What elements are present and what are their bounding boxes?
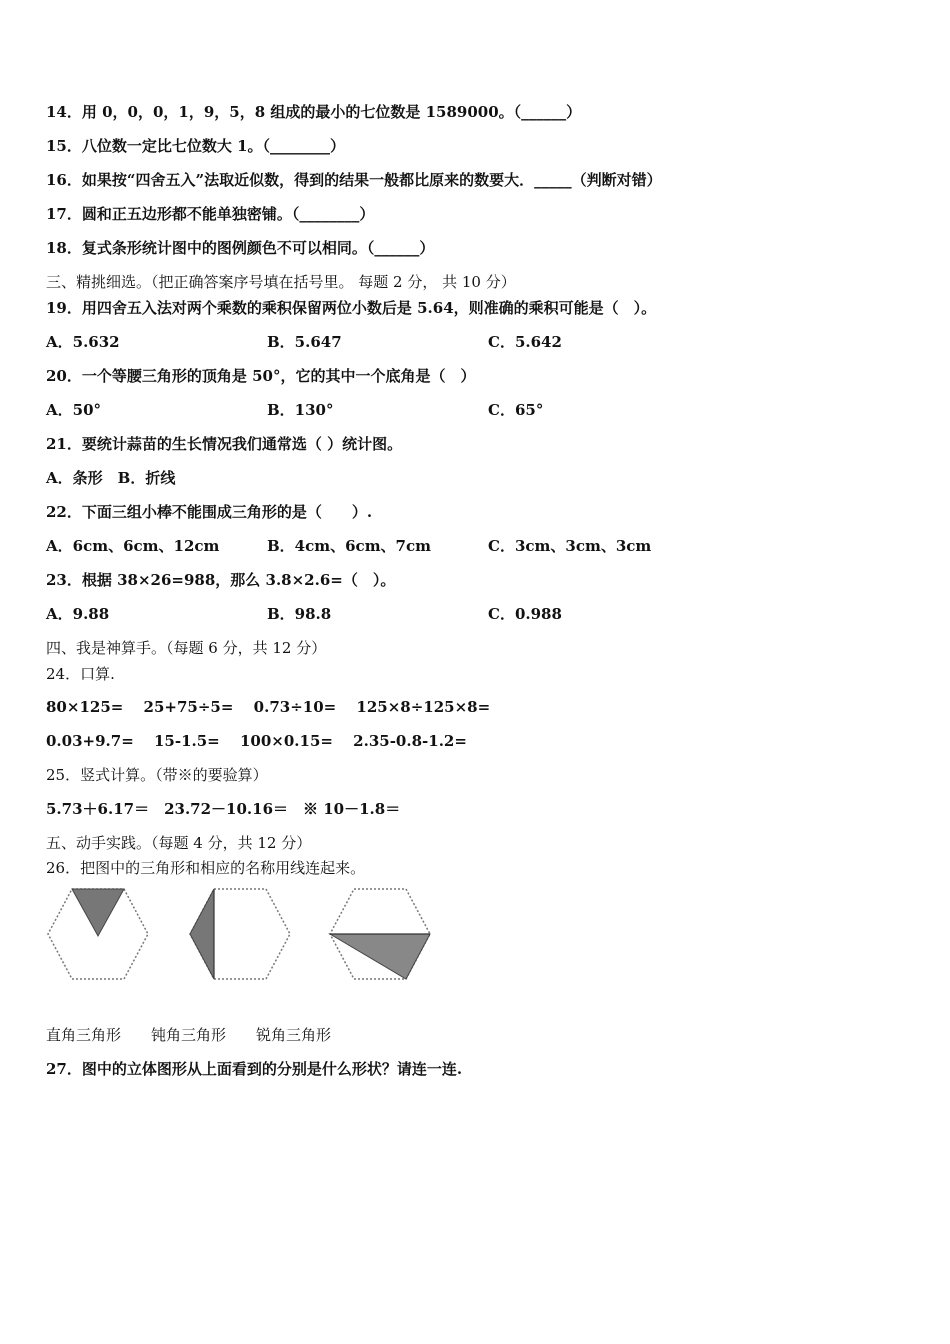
question-25: 25．竖式计算。（带※的要验算） [46,766,268,784]
question-26: 26．把图中的三角形和相应的名称用线连起来。 [46,859,366,877]
question-16: 16．如果按“四舍五入”法取近似数，得到的结果一般都比原来的数要大．_____（判断对错） [46,171,662,189]
question-22: 22．下面三组小棒不能围成三角形的是（ ）. [46,503,373,521]
hexagon-figure-1 [46,885,150,983]
question-23: 23．根据 38×26=988，那么 3.8×2.6=（ ）。 [46,571,396,589]
q20-option-c: C．65° [488,401,544,419]
section-4-heading: 四、我是神算手。（每题 6 分，共 12 分） [46,639,327,657]
q23-option-a: A．9.88 [46,605,110,623]
triangle-names: 直角三角形 钝角三角形 锐角三角形 [46,1026,332,1044]
q19-option-a: A．5.632 [46,333,120,351]
section-5-heading: 五、动手实践。（每题 4 分，共 12 分） [46,834,312,852]
question-21: 21．要统计蒜苗的生长情况我们通常选（ ）统计图。 [46,435,403,453]
q22-option-c: C．3cm、3cm、3cm [488,537,652,555]
shaded-triangle [190,889,214,979]
q24-row-2: 0.03+9.7= 15-1.5= 100×0.15= 2.35-0.8-1.2= [46,732,467,750]
q20-option-b: B．130° [267,401,334,419]
q22-option-b: B．4cm、6cm、7cm [267,537,432,555]
question-14: 14．用 0，0，0，1，9，5，8 组成的最小的七位数是 1589000。（______） [46,103,582,121]
q19-option-c: C．5.642 [488,333,562,351]
q19-option-b: B．5.647 [267,333,342,351]
question-17: 17．圆和正五边形都不能单独密铺。（________） [46,205,375,223]
q21-options: A．条形 B．折线 [46,469,176,487]
q24-row-1: 80×125= 25+75÷5= 0.73÷10= 125×8÷125×8= [46,698,491,716]
question-24: 24．口算. [46,665,115,683]
question-20: 20．一个等腰三角形的顶角是 50°，它的其中一个底角是（ ） [46,367,476,385]
question-27: 27．图中的立体图形从上面看到的分别是什么形状？请连一连. [46,1060,463,1078]
q22-option-a: A．6cm、6cm、12cm [46,537,220,555]
question-15: 15．八位数一定比七位数大 1。（________） [46,137,346,155]
q23-option-c: C．0.988 [488,605,562,623]
hexagon-figure-3 [328,885,432,983]
q20-option-a: A．50° [46,401,102,419]
hexagon-figure-2 [188,885,292,983]
q25-row: 5.73＋6.17＝ 23.72－10.16＝ ※ 10－1.8＝ [46,800,401,818]
question-19: 19．用四舍五入法对两个乘数的乘积保留两位小数后是 5.64，则准确的乘积可能是（ ）。 [46,299,657,317]
question-18: 18．复式条形统计图中的图例颜色不可以相同。（______） [46,239,435,257]
section-3-heading: 三、精挑细选。（把正确答案序号填在括号里。 每题 2 分， 共 10 分） [46,273,516,291]
q23-option-b: B．98.8 [267,605,332,623]
